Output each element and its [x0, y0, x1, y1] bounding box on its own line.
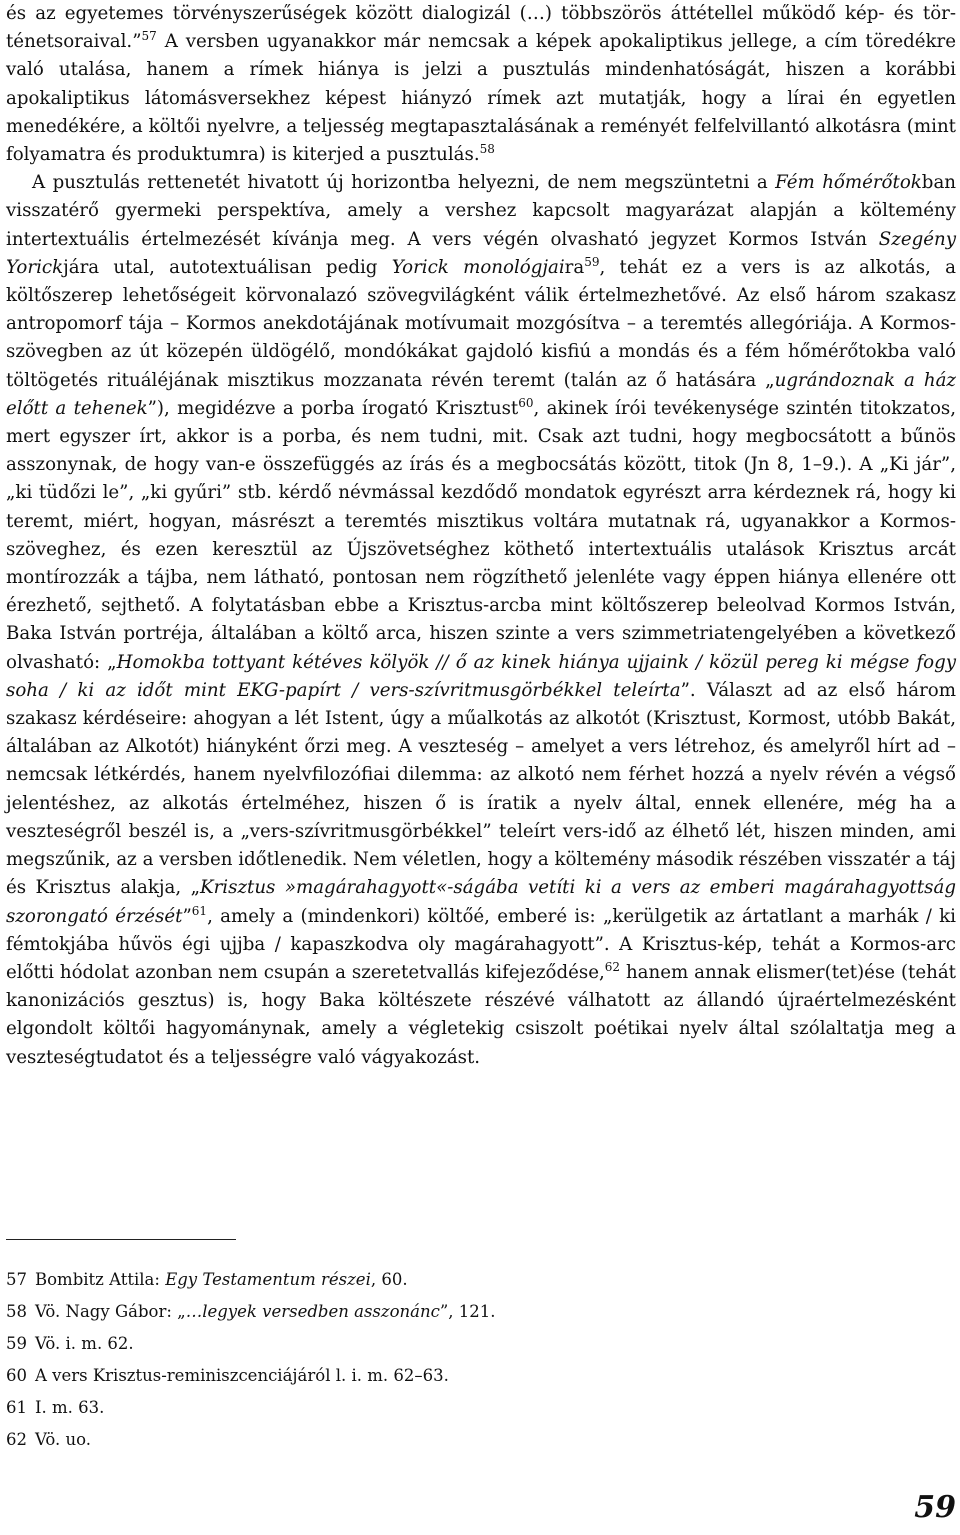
footnote-number: 58 — [6, 1302, 27, 1321]
text-run: jára utal, autotextuálisan pedig — [63, 256, 392, 278]
text-run: , tehát ez a vers is az alkotás, a költőszerep lehetőségeit körvonalazó szövegvilágként válik értelmezhetővé. Az első három szakasz antropomorf tája – Kormos anekdotájának motívumait mozgósítva – a teremtés allegóriája. A Kormos-szövegben az út közepén üldögélő, mondókákat gajdoló kisfiú a mondás és a fém hőmérőtokba való töltögetés rituáléjának misztikus mozzanata révén teremt (talán az ő hatására „ — [6, 256, 956, 391]
text-run: ban visszatérő gyermeki perspektíva, amely a vershez kapcsolt magyarázat alapján a költemény intertextuális értelmezését kívánja meg. A vers végén olvasható jegyzet Kormos István — [6, 172, 956, 250]
footnote-text: Vö. Nagy Gábor: „ — [35, 1302, 186, 1321]
footnote-text: A vers Krisztus-reminiszcenciájáról l. i. m. 62–63. — [35, 1366, 449, 1385]
footnotes — [6, 1264, 946, 1456]
footnote-text: I. m. 63. — [35, 1398, 105, 1417]
text-run: ” — [182, 905, 192, 927]
footnote-ref-57: 57 — [141, 29, 157, 44]
footnote-text: Vö. i. m. 62. — [35, 1334, 134, 1353]
page-number: 59 — [914, 1490, 956, 1525]
footnote-number: 59 — [6, 1334, 27, 1353]
footnote-text: ”, 121. — [439, 1302, 496, 1321]
footnote-number: 62 — [6, 1430, 27, 1449]
text-run: ra — [564, 256, 585, 278]
footnote-62 — [6, 1424, 946, 1456]
italic-quote: ugrándoznak a ház előtt a tehenek — [6, 369, 956, 419]
footnote-58 — [6, 1296, 946, 1328]
italic-quote: Krisztus »magárahagyott«-ságába vetíti ki a vers az emberi magárahagyottság szorongató érzését — [6, 877, 956, 927]
footnote-text: , 60. — [370, 1270, 408, 1289]
footnote-number: 60 — [6, 1366, 27, 1385]
text-run: A versben ugyanakkor már nemcsak a képek apokaliptikus jellege, a cím töredékre való utalása, hanem a rímek hiánya is jelzi a pusztulás mindenhatóságát, hiszen a korábbi apokaliptikus látomásversekhez képest hiányzó rímek azt mutatják, hogy a lírai én egyetlen menedékére, a költői nyelvre, a teljesség megtapasztalásának a reményét felfelvillantó alkotásra (mint folyamatra és produktumra) is kiterjed a pusztulás. — [6, 31, 956, 166]
text-run: , amely a (mindenkori) költőé, emberé is: „kerülgetik az ártatlant a marhák / ki fémtokjába hűvös égi ujjba / kapaszkodva oly magárahagyott”. A Krisztus-kép, tehát a Kormos-arc előtti hódolat azonban nem csupán a szeretetvallás kifejeződése, — [6, 905, 956, 983]
footnote-61 — [6, 1392, 946, 1424]
italic-quote: Homokba tottyant kétéves kölyök // ő az kinek hiánya ujjaink / közül pereg ki mégse fogy soha / ki az időt mint EKG-papírt / vers-szívritmusgörbékkel teleírta — [6, 651, 956, 701]
text-run: A pusztulás rettenetét hivatott új horizontba helyezni, de nem megszüntetni a — [32, 172, 776, 194]
footnote-60 — [6, 1360, 946, 1392]
main-text — [6, 0, 956, 1072]
footnote-ref-61: 61 — [191, 903, 208, 918]
footnote-number: 57 — [6, 1270, 27, 1289]
footnote-title: Egy Testamentum részei — [165, 1270, 371, 1289]
footnote-ref-59: 59 — [584, 254, 600, 269]
footnote-59 — [6, 1328, 946, 1360]
italic-title: Yorick monológjai — [391, 256, 565, 278]
text-run: ”), megidézve a porba írogató Krisztust — [147, 397, 519, 419]
italic-title: Szegény Yorick — [6, 228, 956, 278]
footnote-ref-62: 62 — [604, 959, 621, 974]
text-run: hanem annak elismer(tet)ése (tehát kanonizációs gesztus) is, hogy Baka költészete részévé válhatott az állandó újraértelmezésként elgondolt költői hagyománynak, amely a végletekig csiszolt poétikai nyelv által szólaltatja meg a veszteségtudatot és a teljességre való vágyakozást. — [6, 961, 956, 1068]
footnote-ref-60: 60 — [518, 395, 534, 410]
text-run: , akinek írói tevékenysége szintén titokzatos, mert egyszer írt, akkor is a porba, és nem tudni, mit. Csak azt tudni, hogy megbocsátott a bűnös asszonynak, de hogy van-e összefüggés az írás és a megbocsátás között, titok (Jn 8, 1–9.). A „Ki jár”, „ki tüdőzi le”, „ki gyűri” stb. kérdő névmással kezdődő mondatok egyrészt arra kérdeznek rá, hogy ki teremt, miért, hogyan, másrészt a teremtés misztikus voltára mutatnak rá, ugyanakkor a Kormos-szöveghez, és ezen keresztül az Újszövetséghez köthető intertextuális utalások Krisztus arcát montírozzák a tájba, nem látható, pontosan nem rögzíthető jelenléte vagy éppen hiánya ellenére ott érezhető, sejthető. A folytatásban ebbe a Krisztus-arcba mint költőszerep beleolvad Kormos István, Baka István portréja, általában a költő arca, hiszen szinte a vers szimmetriatengelyében a következő olvasható: „ — [6, 397, 957, 673]
footnote-ref-58: 58 — [479, 142, 495, 157]
footnote-divider — [6, 1239, 236, 1240]
footnote-text: Bombitz Attila: — [35, 1270, 166, 1289]
footnote-text: Vö. uo. — [35, 1430, 92, 1449]
text-run: ”. Választ ad az első három szakasz kérdéseire: ahogyan a lét Istent, úgy a műalkotás az alkotót (Krisztust, Kormost, utóbb Bakát, általában az Alkotót) hiányként őrzi meg. A veszteség – amelyet a vers létrehoz, és amelyről hírt ad – nemcsak létkérdés, hanem nyelvfilozófiai dilemma: az alkotó nem férhet hozzá a nyelv révén a végső jelentéshez, az alkotás értelméhez, hiszen ő is íratik a nyelv által, ennek ellenére, még ha a veszteségről beszél is, a „vers-szívritmusgörbékkel” teleírt vers-idő az élhető lét, hiszen minden, ami megszűnik, az a versben időtlenedik. Nem véletlen, hogy a költemény második részében visszatér a táj és Krisztus alakja, „ — [6, 679, 956, 899]
footnote-title: …legyek versedben asszonánc — [185, 1302, 440, 1321]
text-run: és az egyetemes törvényszerűségek között dialogizál (…) többszörös áttétellel működő kép- és történetsoraival.” — [6, 3, 956, 53]
italic-title: Fém hőmérőtok — [775, 172, 922, 194]
footnote-57 — [6, 1264, 946, 1296]
paragraph-2 — [6, 169, 956, 1072]
footnote-number: 61 — [6, 1398, 27, 1417]
paragraph-1 — [6, 0, 956, 169]
